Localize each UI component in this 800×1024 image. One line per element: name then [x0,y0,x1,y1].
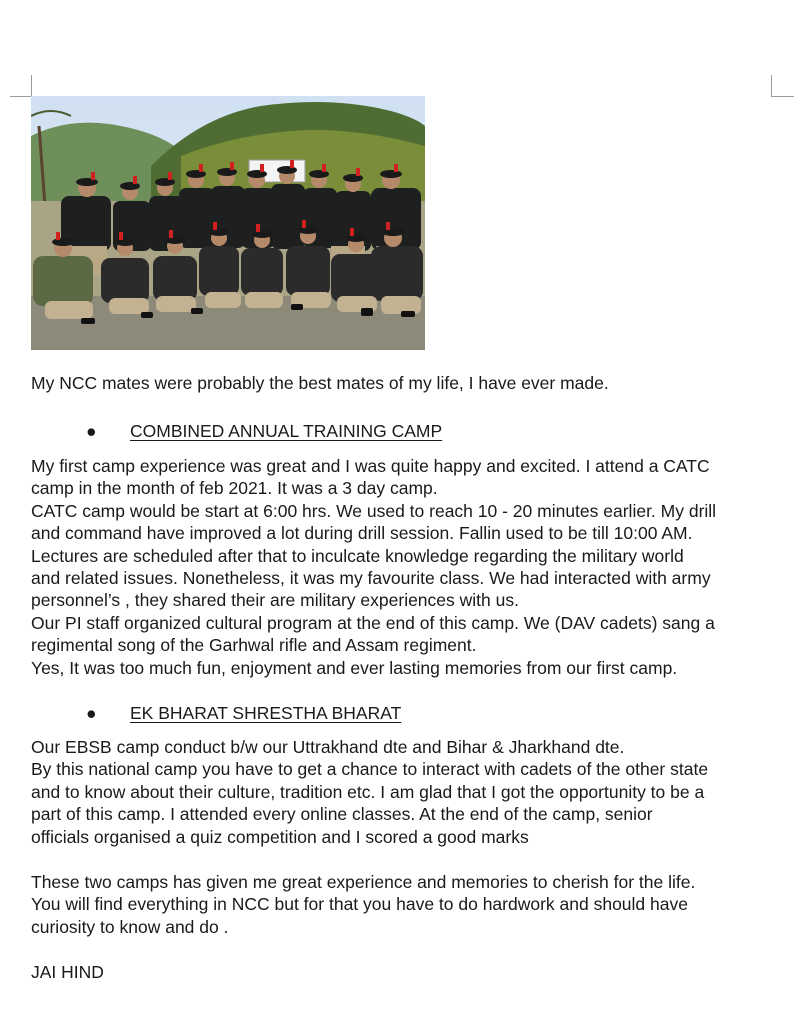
body-line: By this national camp you have to get a chance to interact with cadets of the other state [31,759,709,780]
body-line: part of this camp. I attended every online classes. At the end of the camp, senior [31,804,653,825]
body-line: You will find everything in NCC but for that you have to do hardwork and should have [31,894,688,915]
corner-mark-left-v [31,75,32,97]
signoff: JAI HIND [31,962,104,982]
corner-mark-right-h [772,96,794,97]
body-line: These two camps has given me great experience and memories to cherish for the life. [31,872,696,892]
section-heading-catc [86,420,442,442]
closing-paragraph [31,871,695,938]
body-line: CATC camp would be start at 6:00 hrs. We used to reach 10 - 20 minutes earlier. My drill [31,500,717,521]
body-line: Lectures are scheduled after that to inculcate knowledge regarding the military world [31,545,684,566]
body-line: officials organised a quiz competition and I scored a good marks [31,826,529,847]
section-body-catc [31,455,716,679]
section-body-ebsb [31,736,708,848]
section-heading-ebsb [86,702,401,724]
body-line: regimental song of the Garhwal rifle and Assam regiment. [31,635,477,656]
section-title: COMBINED ANNUAL TRAINING CAMP [130,421,443,441]
ncc-group-photo [31,96,425,350]
bullet-icon: ● [86,703,97,723]
body-line: personnel’s , they shared their are military experiences with us. [31,590,519,611]
body-line: Our PI staff organized cultural program at the end of this camp. We (DAV cadets) sang a [31,612,715,633]
photo-caption: My NCC mates were probably the best mates of my life, I have ever made. [31,373,609,393]
body-line: Yes, It was too much fun, enjoyment and ever lasting memories from our first camp. [31,657,678,678]
body-line: and to know about their culture, tradition etc. I am glad that I got the opportunity to be a [31,781,705,802]
body-line: camp in the month of feb 2021. It was a 3 day camp. [31,478,438,499]
corner-mark-left-h [10,96,32,97]
body-line: and related issues. Nonetheless, it was my favourite class. We had interacted with army [31,568,711,589]
section-title: EK BHARAT SHRESTHA BHARAT [130,703,402,723]
body-line: Our EBSB camp conduct b/w our Uttrakhand dte and Bihar & Jharkhand dte. [31,737,625,757]
body-line: curiosity to know and do . [31,916,229,937]
body-line: My first camp experience was great and I was quite happy and excited. I attend a CATC [31,456,710,476]
bullet-icon: ● [86,421,97,441]
body-line: and command have improved a lot during drill session. Fallin used to be till 10:00 AM. [31,523,693,544]
corner-mark-right-v [771,75,772,97]
